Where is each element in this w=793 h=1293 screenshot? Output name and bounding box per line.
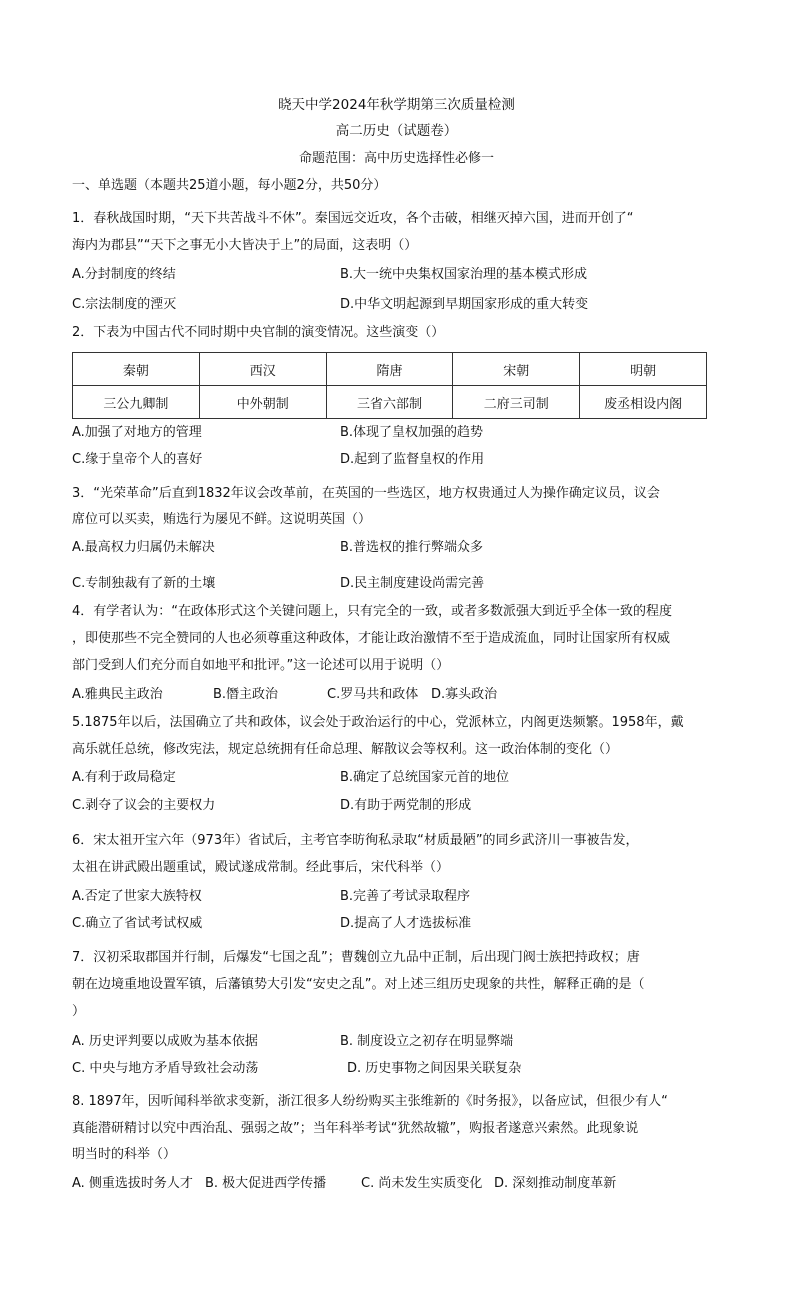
- question-text-line: 席位可以买卖，贿选行为屡见不鲜。这说明英国（）: [72, 512, 372, 527]
- option-a: A.雅典民主政治: [72, 687, 163, 702]
- table-header-row: [73, 353, 707, 386]
- table-header-cell: 明朝: [580, 353, 707, 386]
- table-cell: 中外朝制: [199, 386, 326, 419]
- option-c: C.确立了省试考试权威: [72, 916, 203, 931]
- option-d: D.民主制度建设尚需完善: [340, 576, 485, 591]
- option-b: B.普选权的推行弊端众多: [340, 540, 484, 555]
- option-b: B.僭主政治: [213, 687, 279, 702]
- table-cell: 二府三司制: [453, 386, 580, 419]
- table-header-cell: 隋唐: [326, 353, 453, 386]
- question-text-line: 太祖在讲武殿出题重试，殿试遂成常制。经此事后，宋代科举（）: [72, 860, 450, 875]
- option-d: D. 深刻推动制度革新: [494, 1176, 617, 1191]
- option-d: D.中华文明起源到早期国家形成的重大转变: [340, 297, 589, 312]
- question-text-line: 2．下表为中国古代不同时期中央官制的演变情况。这些演变（）: [72, 325, 445, 340]
- exam-title: 晓天中学2024年秋学期第三次质量检测: [278, 97, 515, 113]
- option-c: C.专制独裁有了新的土壤: [72, 576, 216, 591]
- table-cell: 废丞相设内阁: [580, 386, 707, 419]
- table-header-cell: 秦朝: [73, 353, 200, 386]
- table-cell: 三省六部制: [326, 386, 453, 419]
- question-text-line: 3．“光荣革命”后直到1832年议会改革前，在英国的一些选区，地方权贵通过人为操作确定议员，议会: [72, 486, 660, 501]
- option-b: B.完善了考试录取程序: [340, 889, 471, 904]
- section-heading: 一、单选题（本题共25道小题，每小题2分，共50分）: [72, 178, 387, 193]
- option-b: B. 极大促进西学传播: [205, 1176, 327, 1191]
- option-a: A.有利于政局稳定: [72, 770, 176, 785]
- option-b: B.大一统中央集权国家治理的基本模式形成: [340, 267, 588, 282]
- option-a: A. 历史评判要以成败为基本依据: [72, 1034, 258, 1049]
- option-b: B.体现了皇权加强的趋势: [340, 425, 484, 440]
- exam-subtitle: 高二历史（试题卷）: [335, 123, 458, 139]
- question-text-line: 海内为郡县”“天下之事无小大皆决于上”的局面，这表明（）: [72, 238, 418, 253]
- exam-scope: 命题范围：高中历史选择性必修一: [298, 151, 494, 166]
- question-text-line: 7．汉初采取郡国并行制，后爆发“七国之乱”；曹魏创立九品中正制，后出现门阀士族把持政权；唐: [72, 950, 640, 965]
- question-text-line: 部门受到人们充分而自如地平和批评。”这一论述可以用于说明（）: [72, 658, 450, 673]
- question-text-line: ，即使那些不完全赞同的人也必须尊重这种政体，才能让政治激情不至于造成流血，同时让国家所有权威: [72, 631, 671, 646]
- option-d: D. 历史事物之间因果关联复杂: [347, 1061, 522, 1076]
- official-system-table: [72, 352, 707, 419]
- table-header-cell: 宋朝: [453, 353, 580, 386]
- option-b: B.确定了总统国家元首的地位: [340, 770, 510, 785]
- option-b: B. 制度设立之初存在明显弊端: [340, 1034, 514, 1049]
- question-text-line: 4．有学者认为：“在政体形式这个关键问题上，只有完全的一致，或者多数派强大到近乎全体一致的程度: [72, 604, 673, 619]
- question-text-line: 6．宋太祖开宝六年（973年）省试后，主考官李昉徇私录取“材质最陋”的同乡武济川一事被告发，: [72, 833, 639, 848]
- option-d: D.起到了监督皇权的作用: [340, 452, 485, 467]
- question-text-line: 8. 1897年，因听闻科举欲求变新，浙江很多人纷纷购买主张维新的《时务报》，以备应试，但很少有人“: [72, 1094, 668, 1109]
- table-cell: 三公九卿制: [73, 386, 200, 419]
- option-a: A.加强了对地方的管理: [72, 425, 202, 440]
- question-text-line: 5.1875年以后，法国确立了共和政体，议会处于政治运行的中心，党派林立，内阁更迭频繁。1958年，戴: [72, 715, 684, 730]
- question-text-line: 高乐就任总统，修改宪法，规定总统拥有任命总理、解散议会等权利。这一政治体制的变化（）: [72, 742, 619, 757]
- option-a: A.否定了世家大族特权: [72, 889, 202, 904]
- option-c: C.缘于皇帝个人的喜好: [72, 452, 203, 467]
- question-text-line: 明当时的科举（）: [72, 1147, 177, 1162]
- question-text-line: 真能潜研精讨以究中西治乱、强弱之故”；当年科举考试“犹然故辙”，购报者遂意兴索然。此现象说: [72, 1121, 639, 1136]
- option-d: D.有助于两党制的形成: [340, 798, 472, 813]
- option-d: D.提高了人才选拔标准: [340, 916, 472, 931]
- table-row: [73, 386, 707, 419]
- question-text-line: ）: [72, 1004, 86, 1019]
- option-d: D.寡头政治: [431, 687, 498, 702]
- question-text-line: 1．春秋战国时期，“天下共苦战斗不休”。秦国远交近攻，各个击破，相继灭掉六国，进而开创了“: [72, 211, 634, 226]
- option-a: A. 侧重选拔时务人才: [72, 1176, 193, 1191]
- option-c: C.宗法制度的湮灭: [72, 297, 177, 312]
- option-c: C.剥夺了议会的主要权力: [72, 798, 216, 813]
- table-header-cell: 西汉: [199, 353, 326, 386]
- option-c: C. 尚未发生实质变化: [361, 1176, 483, 1191]
- question-text-line: 朝在边境重地设置军镇，后藩镇势大引发“安史之乱”。对上述三组历史现象的共性，解释正确的是（: [72, 977, 645, 992]
- option-c: C. 中央与地方矛盾导致社会动荡: [72, 1061, 259, 1076]
- option-c: C.罗马共和政体: [327, 687, 419, 702]
- option-a: A.最高权力归属仍未解决: [72, 540, 215, 555]
- option-a: A.分封制度的终结: [72, 267, 176, 282]
